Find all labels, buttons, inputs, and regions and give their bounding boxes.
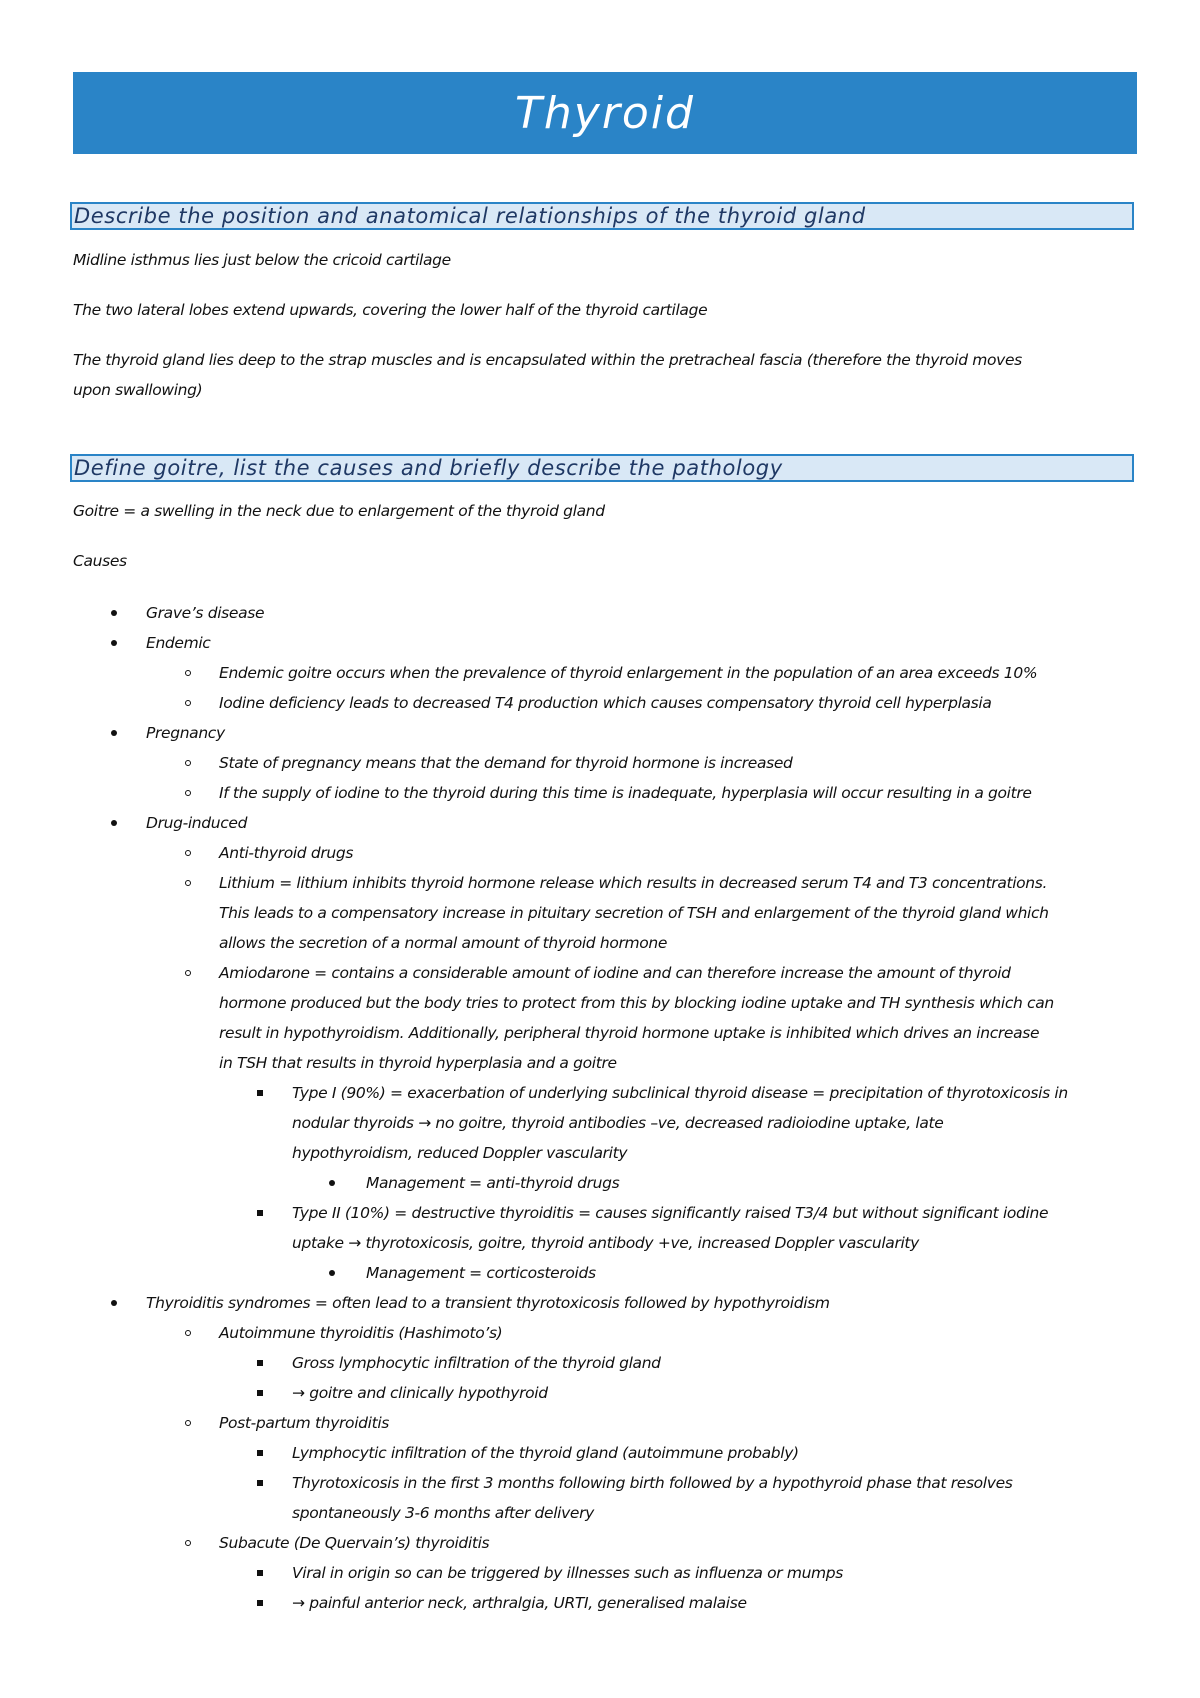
list-item: Thyroiditis syndromes = often lead to a transient thyrotoxicosis followed by hypothyroidism [146, 1294, 830, 1312]
list-item: Amiodarone = contains a considerable amount of iodine and can therefore increase the amount of thyroid [219, 964, 1011, 982]
bullet-circle-icon [185, 1330, 191, 1336]
list-item: result in hypothyroidism. Additionally, peripheral thyroid hormone uptake is inhibited which drives an increase [219, 1024, 1040, 1042]
list-item: hormone produced but the body tries to protect from this by blocking iodine uptake and TH synthesis which can [219, 994, 1054, 1012]
list-item: Drug-induced [146, 814, 248, 832]
title-banner [73, 72, 1137, 154]
list-item: Lymphocytic infiltration of the thyroid gland (autoimmune probably) [292, 1444, 799, 1462]
bullet-circle-icon [185, 760, 191, 766]
bullet-circle-icon [185, 790, 191, 796]
bullet-circle-icon [185, 1540, 191, 1546]
list-item: This leads to a compensatory increase in pituitary secretion of TSH and enlargement of the thyroid gland which [219, 904, 1049, 922]
list-item: State of pregnancy means that the demand for thyroid hormone is increased [219, 754, 793, 772]
list-item: Lithium = lithium inhibits thyroid hormone release which results in decreased serum T4 and T3 concentrations. [219, 874, 1048, 892]
definition-text: Goitre = a swelling in the neck due to enlargement of the thyroid gland [73, 502, 605, 520]
bullet-circle-icon [185, 700, 191, 706]
bullet-circle-icon [185, 970, 191, 976]
paragraph: The thyroid gland lies deep to the strap muscles and is encapsulated within the pretracheal fascia (therefore the thyroid moves [73, 351, 1022, 369]
bullet-square-icon [257, 1210, 263, 1216]
bullet-disc-icon [111, 730, 117, 736]
section-heading-text: Describe the position and anatomical relationships of the thyroid gland [74, 204, 866, 228]
list-item: Gross lymphocytic infiltration of the thyroid gland [292, 1354, 661, 1372]
bullet-circle-icon [185, 850, 191, 856]
list-item: Management = anti-thyroid drugs [366, 1174, 620, 1192]
list-item: Type II (10%) = destructive thyroiditis = causes significantly raised T3/4 but without significant iodine [292, 1204, 1049, 1222]
bullet-square-icon [257, 1450, 263, 1456]
list-item: Thyrotoxicosis in the first 3 months following birth followed by a hypothyroid phase that resolves [292, 1474, 1013, 1492]
list-item: Anti-thyroid drugs [219, 844, 354, 862]
bullet-square-icon [257, 1360, 263, 1366]
bullet-square-icon [257, 1390, 263, 1396]
list-item: If the supply of iodine to the thyroid during this time is inadequate, hyperplasia will occur resulting in a goitre [219, 784, 1032, 802]
list-item: Viral in origin so can be triggered by illnesses such as influenza or mumps [292, 1564, 844, 1582]
list-item: spontaneously 3-6 months after delivery [292, 1504, 594, 1522]
list-item: Endemic [146, 634, 211, 652]
bullet-disc-icon [329, 1270, 335, 1276]
bullet-square-icon [257, 1600, 263, 1606]
list-item: Management = corticosteroids [366, 1264, 596, 1282]
bullet-disc-icon [111, 820, 117, 826]
list-item: in TSH that results in thyroid hyperplasia and a goitre [219, 1054, 617, 1072]
bullet-square-icon [257, 1570, 263, 1576]
section-heading-position [70, 202, 1134, 230]
paragraph: Midline isthmus lies just below the cricoid cartilage [73, 251, 451, 269]
section-heading-goitre [70, 454, 1134, 482]
list-item: Iodine deficiency leads to decreased T4 production which causes compensatory thyroid cell hyperplasia [219, 694, 992, 712]
list-item: Subacute (De Quervain’s) thyroiditis [219, 1534, 490, 1552]
paragraph: The two lateral lobes extend upwards, covering the lower half of the thyroid cartilage [73, 301, 708, 319]
list-item: hypothyroidism, reduced Doppler vascularity [292, 1144, 628, 1162]
list-item: Post-partum thyroiditis [219, 1414, 390, 1432]
bullet-square-icon [257, 1480, 263, 1486]
bullet-disc-icon [329, 1180, 335, 1186]
list-item: Grave’s disease [146, 604, 265, 622]
list-item: nodular thyroids → no goitre, thyroid antibodies –ve, decreased radioiodine uptake, late [292, 1114, 944, 1132]
causes-label: Causes [73, 552, 127, 570]
bullet-circle-icon [185, 880, 191, 886]
list-item: Pregnancy [146, 724, 225, 742]
bullet-disc-icon [111, 610, 117, 616]
bullet-circle-icon [185, 670, 191, 676]
section-heading-text: Define goitre, list the causes and briefly describe the pathology [74, 456, 783, 480]
list-item: Endemic goitre occurs when the prevalence of thyroid enlargement in the population of an area exceeds 10% [219, 664, 1038, 682]
list-item: Autoimmune thyroiditis (Hashimoto’s) [219, 1324, 503, 1342]
list-item: Type I (90%) = exacerbation of underlying subclinical thyroid disease = precipitation of thyrotoxicosis in [292, 1084, 1068, 1102]
bullet-circle-icon [185, 1420, 191, 1426]
bullet-disc-icon [111, 1300, 117, 1306]
list-item: allows the secretion of a normal amount of thyroid hormone [219, 934, 668, 952]
list-item: uptake → thyrotoxicosis, goitre, thyroid antibody +ve, increased Doppler vascularity [292, 1234, 919, 1252]
bullet-square-icon [257, 1090, 263, 1096]
paragraph: upon swallowing) [73, 381, 203, 399]
page-title: Thyroid [515, 87, 695, 139]
list-item: → goitre and clinically hypothyroid [292, 1384, 548, 1402]
bullet-disc-icon [111, 640, 117, 646]
list-item: → painful anterior neck, arthralgia, URTI, generalised malaise [292, 1594, 747, 1612]
